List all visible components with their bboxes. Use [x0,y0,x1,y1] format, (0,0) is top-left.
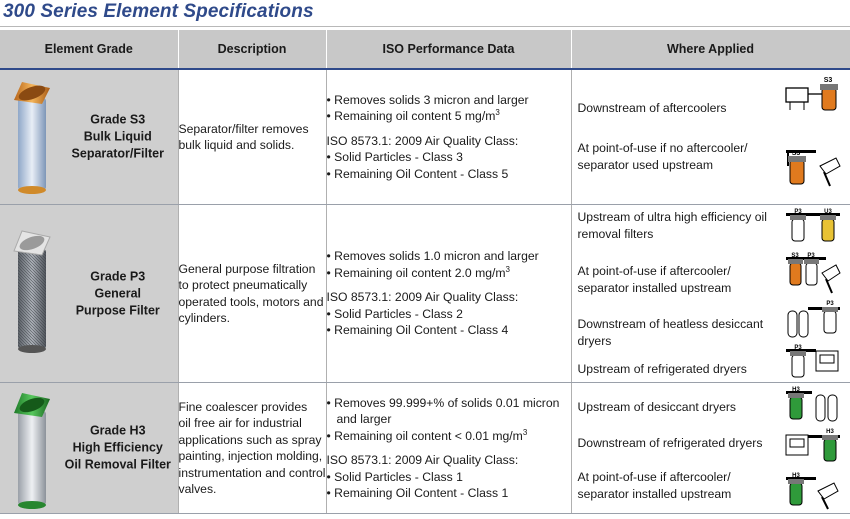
applied-item: Upstream of ultra high efficiency oil removal filters [577,210,767,241]
applied-item: Downstream of aftercoolers [577,101,727,115]
icon-label: H3 [792,473,800,479]
filter-element-s3-image [8,78,56,198]
applied-item: At point-of-use if no aftercooler/ separator used upstream [577,141,748,172]
desiccant-dryer-p3-icon [784,297,842,343]
grade-cell [0,69,178,205]
applied-item: Upstream of refrigerated dryers [577,362,747,376]
p3-u3-filter-pair-icon [784,207,842,249]
icon-label: H3 [792,387,800,393]
table-row [0,205,850,383]
refrigerated-dryer-p3-icon [784,343,842,381]
header-element-grade: Element Grade [0,30,178,69]
grade-cell [0,383,178,514]
grade-label-h3: Grade H3 High Efficiency Oil Removal Filter [64,423,171,472]
icon-label: S3 [791,253,799,259]
description-cell: Separator/filter removes bulk liquid and solids. [178,69,326,205]
refrigerated-dryer-h3-icon [784,427,842,467]
applied-item: Downstream of refrigerated dryers [577,436,763,450]
grade-label-p3: Grade P3 General Purpose Filter [75,269,160,317]
table-row [0,69,850,205]
description-cell: Fine coalescer provides oil free air for industrial applications such as spray painting, injection molding, instrumentation and control valves. [178,383,326,514]
header-where-applied: Where Applied [571,30,850,69]
icon-label: P3 [826,301,834,307]
grade-label-s3: Grade S3 Bulk Liquid Separator/Filter [71,112,164,161]
where-applied-cell [571,205,850,383]
header-row [0,30,850,69]
spec-table [0,30,850,514]
grade-cell [0,205,178,383]
header-description: Description [178,30,326,69]
applied-item: At point-of-use if aftercooler/ separator installed upstream [577,470,732,501]
where-applied-cell [571,69,850,205]
icon-label: S3 [791,150,801,157]
iso-cell: • Removes solids 3 micron and larger • Remaining oil content 5 $mg/m^3$ ISO 8573.1: 2009 Air Quality Class: • Solid Particles - Class 3 • Remaining Oil Content - Class 5 [326,69,571,205]
table-row [0,383,850,514]
applied-item: At point-of-use if aftercooler/ separator installed upstream [577,264,732,295]
icon-label: P3 [807,253,815,259]
s3-p3-tool-icon [784,251,842,297]
page-title: 300 Series Element Specifications [3,1,314,22]
iso-cell: • Removes 99.999+% of solids 0.01 micron and larger • Remaining oil content < 0.01 $mg/m^3$ ISO 8573.1: 2009 Air Quality Class: • Solid Particles - Class 1 • Remaining Oil Content - Class 1 [326,383,571,514]
title-divider [0,26,850,27]
point-of-use-tool-icon [784,144,842,192]
filter-element-p3-image [8,227,56,357]
icon-label: S3 [823,77,833,84]
h3-desiccant-dryer-icon [784,385,842,427]
icon-label: P3 [794,345,802,351]
icon-label: P3 [794,209,802,215]
aftercooler-diagram-icon [784,74,842,118]
icon-label: H3 [826,429,834,435]
where-applied-cell [571,383,850,514]
applied-item: Downstream of heatless desiccant dryers [577,317,764,348]
icon-label: U3 [824,209,832,215]
header-iso-performance: ISO Performance Data [326,30,571,69]
applied-item: Upstream of desiccant dryers [577,400,736,414]
h3-point-of-use-tool-icon [784,471,842,511]
iso-cell: • Removes solids 1.0 micron and larger • Remaining oil content 2.0 $mg/m^3$ ISO 8573.1: 2009 Air Quality Class: • Solid Particles - Class 2 • Remaining Oil Content - Class 4 [326,205,571,383]
filter-element-h3-image [8,389,56,511]
description-cell: General purpose filtration to protect pneumatically operated tools, motors and cylinders. [178,205,326,383]
